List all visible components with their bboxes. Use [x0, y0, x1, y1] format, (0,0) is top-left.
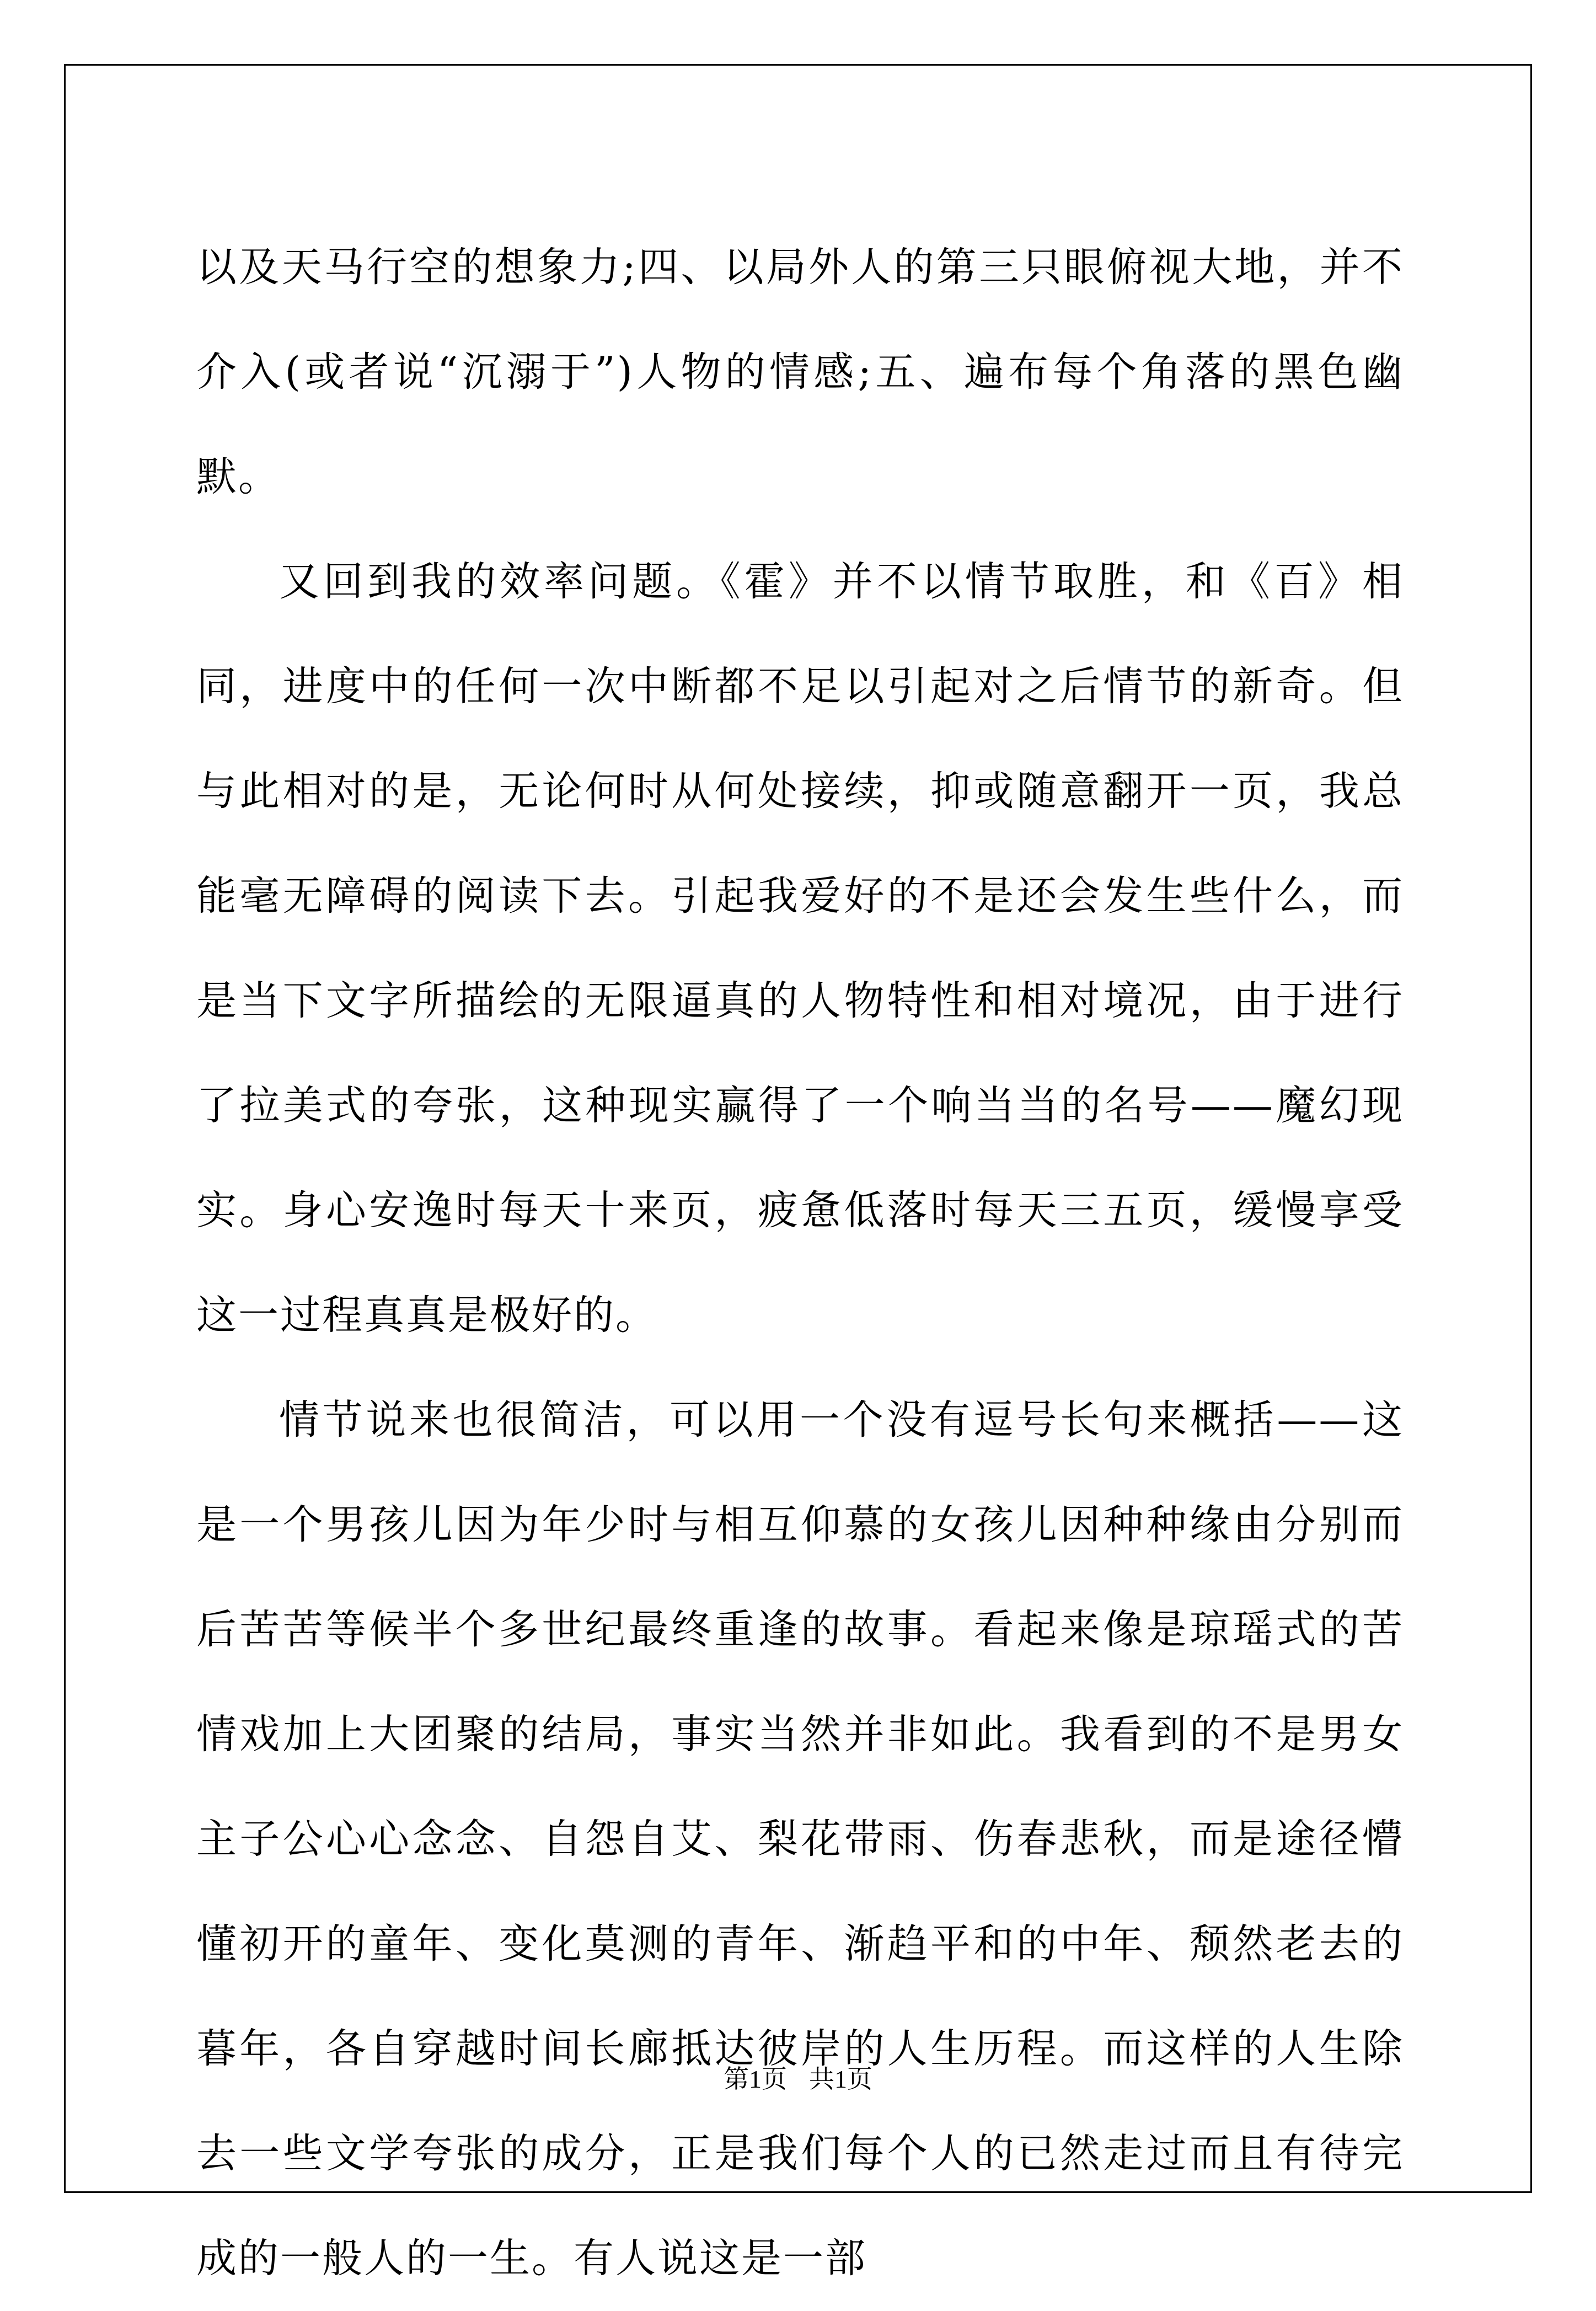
page-footer — [0, 2063, 1596, 2096]
page-number-total: 共1页 — [809, 2065, 872, 2093]
paragraph-3: 情节说来也很简洁，可以用一个没有逗号长句来概括——这是一个男孩儿因为年少时与相互仰慕的女孩儿因种种缘由分别而后苦苦等候半个多世纪最终重逢的故事。看起来像是琼瑶式的苦情戏加上大团聚的结局，事实当然并非如此。我看到的不是男女主子公心心念念、自怨自艾、梨花带雨、伤春悲秋，而是途径懵懂初开的童年、变化莫测的青年、渐趋平和的中年、颓然老去的暮年，各自穿越时间长廊抵达彼岸的人生历程。而这样的人生除去一些文学夸张的成分，正是我们每个人的已然走过而且有待完成的一般人的一生。有人说这是一部 — [196, 1397, 1404, 2282]
paragraph-2: 又回到我的效率问题。《霍》并不以情节取胜，和《百》相同，进度中的任何一次中断都不足以引起对之后情节的新奇。但与此相对的是，无论何时从何处接续，抑或随意翻开一页，我总能毫无障碍的阅读下去。引起我爱好的不是还会发生些什么，而是当下文字所描绘的无限逼真的人物特性和相对境况，由于进行了拉美式的夸张，这种现实赢得了一个响当当的名号——魔幻现实。身心安逸时每天十来页，疲惫低落时每天三五页，缓慢享受这一过程真真是极好的。 — [196, 558, 1404, 1339]
page-number-current: 第1页 — [724, 2065, 787, 2093]
paragraph-1: 以及天马行空的想象力;四、以局外人的第三只眼俯视大地，并不介入(或者说“沉溺于”)人物的情感;五、遍布每个角落的黑色幽默。 — [196, 244, 1404, 500]
